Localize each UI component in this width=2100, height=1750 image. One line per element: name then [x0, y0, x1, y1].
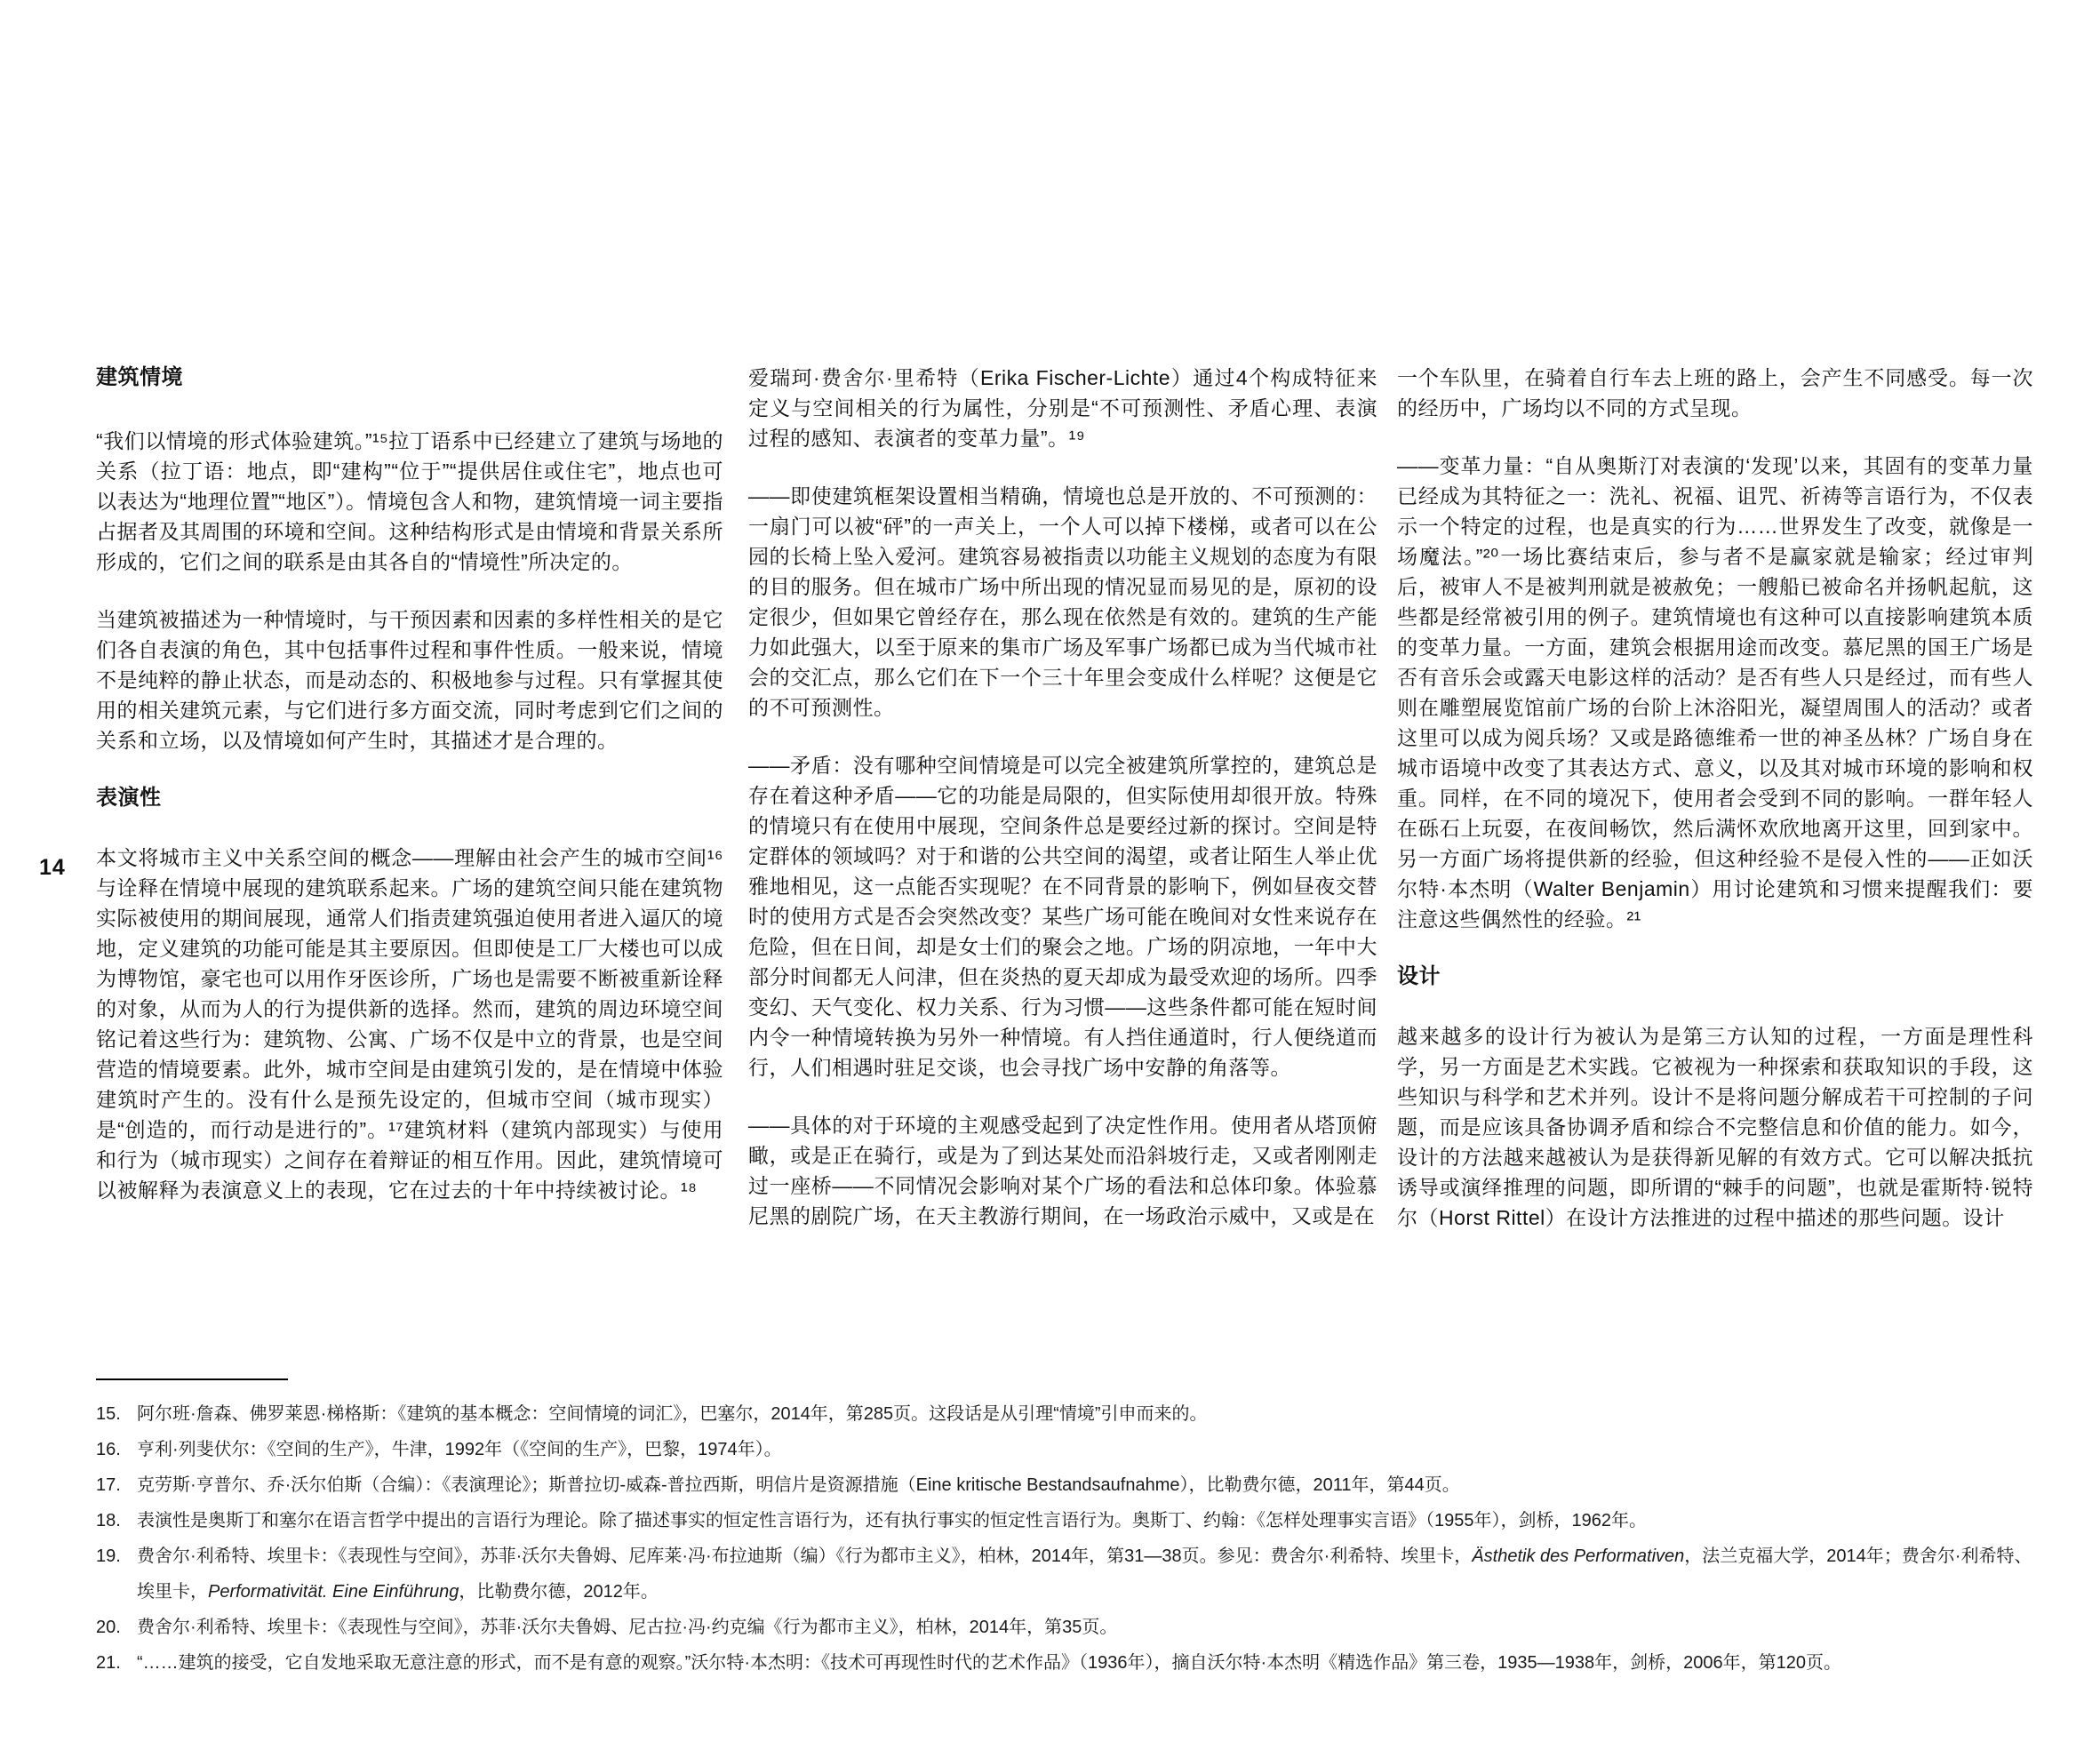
column-right	[1397, 363, 2033, 1260]
footnote-text: 亨利·列斐伏尔：《空间的生产》，牛津，1992年（《空间的生产》，巴黎，1974年）。	[137, 1440, 782, 1459]
heading-architectural-situation: 建筑情境	[96, 365, 183, 389]
column-left	[96, 363, 723, 1233]
footnote-number: 19.	[96, 1546, 121, 1566]
footnote-item-17	[96, 1467, 2037, 1503]
paragraph-situation-definition: “我们以情境的形式体验建筑。”¹⁵拉丁语系中已经建立了建筑与场地的关系（拉丁语：地点，即“建构”“位于”“提供居住或住宅”，地点也可以表达为“地理位置”“地区”）。情境包含人和物，建筑情境一词主要指占据者及其周围的环境和空间。这种结构形式是由情境和背景关系所形成的，它们之间的联系是由其各自的“情境性”所决定的。	[96, 429, 723, 573]
footnote-item-21	[96, 1645, 2037, 1681]
paragraph-urbanism-relational-space: 本文将城市主义中关系空间的概念——理解由社会产生的城市空间¹⁶与诠释在情境中展现的建筑联系起来。广场的建筑空间只能在建筑物实际被使用的期间展现，通常人们指责建筑强迫使用者进入逼仄的境地，定义建筑的功能可能是其主要原因。但即使是工厂大楼也可以成为博物馆，豪宅也可以用作牙医诊所，广场也是需要不断被重新诠释的对象，从而为人的行为提供新的选择。然而，建筑的周边环境空间铭记着这些行为：建筑物、公寓、广场不仅是中立的背景，也是空间营造的情境要素。此外，城市空间是由建筑引发的，是在情境中体验建筑时产生的。没有什么是预先设定的，但城市空间（城市现实）是“创造的，而行动是进行的”。¹⁷建筑材料（建筑内部现实）与使用和行为（城市现实）之间存在着辩证的相互作用。因此，建筑情境可以被解释为表演意义上的表现，它在过去的十年中持续被讨论。¹⁸	[96, 846, 723, 1202]
column-middle	[748, 363, 1377, 1259]
footnote-number: 21.	[96, 1653, 121, 1673]
footnote-item-19	[96, 1538, 2037, 1610]
paragraph-contradiction: ——矛盾：没有哪种空间情境是可以完全被建筑所掌控的，建筑总是存在着这种矛盾——它的功能是局限的，但实际使用却很开放。特殊的情境只有在使用中展现，空间条件总是要经过新的探讨。空间是特定群体的领域吗？对于和谐的公共空间的渴望，或者让陌生人举止优雅地相见，这一点能否实现呢？在不同背景的影响下，例如昼夜交替时的使用方式是否会突然改变？某些广场可能在晚间对女性来说存在危险，但在日间，却是女士们的聚会之地。广场的阴凉地，一年中大部分时间都无人问津，但在炎热的夏天却成为最受欢迎的场所。四季变幻、天气变化、权力关系、行为习惯——这些条件都可能在短时间内令一种情境转换为另外一种情境。有人挡住通道时，行人便绕道而行，人们相遇时驻足交谈，也会寻找广场中安静的角落等。	[748, 754, 1377, 1079]
footnotes-section	[96, 1378, 2037, 1681]
paragraph-transformative-power: ——变革力量：“自从奥斯汀对表演的‘发现’以来，其固有的变革力量已经成为其特征之一：洗礼、祝福、诅咒、祈祷等言语行为，不仅表示一个特定的过程，也是真实的行为……世界发生了改变，就像是一场魔法。”²⁰一场比赛结束后，参与者不是赢家就是输家；经过审判后，被审人不是被判刑就是被赦免；一艘船已被命名并扬帆起航，这些都是经常被引用的例子。建筑情境也有这种可以直接影响建筑本质的变革力量。一方面，建筑会根据用途而改变。慕尼黑的国王广场是否有音乐会或露天电影这样的活动？是否有些人只是经过，而有些人则在雕塑展览馆前广场的台阶上沐浴阳光，凝望周围人的活动？或者这里可以成为阅兵场？又或是路德维希一世的神圣丛林？广场自身在城市语境中改变了其表达方式、意义，以及其对城市环境的影响和权重。同样，在不同的境况下，使用者会受到不同的影响。一群年轻人在砾石上玩耍，在夜间畅饮，然后满怀欢欣地离开这里，回到家中。另一方面广场将提供新的经验，但这种经验不是侵入性的——正如沃尔特·本杰明（Walter Benjamin）用讨论建筑和习惯来提醒我们：要注意这些偶然性的经验。²¹	[1397, 454, 2033, 931]
footnote-item-15	[96, 1396, 2037, 1432]
footnote-number: 16.	[96, 1440, 121, 1459]
paragraph-experience-continuation: 一个车队里，在骑着自行车去上班的路上，会产生不同感受。每一次的经历中，广场均以不同的方式呈现。	[1397, 366, 2033, 420]
footnote-text: 费舍尔·利希特、埃里卡：《表现性与空间》，苏菲·沃尔夫鲁姆、尼库莱·冯·布拉迪斯（编）《行为都市主义》，柏林，2014年，第31—38页。参见：费舍尔·利希特、埃里卡，Ästhetik des Performativen，法兰克福大学，2014年；费舍尔·利希特、埃里卡，Performativität. Eine Einführung，比勒费尔德，2012年。	[137, 1546, 2032, 1602]
paragraph-design-process: 越来越多的设计行为被认为是第三方认知的过程，一方面是理性科学，另一方面是艺术实践。它被视为一种探索和获取知识的手段，这些知识与科学和艺术并列。设计不是将问题分解成若干可控制的子问题，而是应该具备协调矛盾和综合不完整信息和价值的能力。如今，设计的方法越来越被认为是获得新见解的有效方式。它可以解决抵抗诱导或演绎推理的问题，即所谓的“棘手的问题”，也就是霍斯特·锐特尔（Horst Rittel）在设计方法推进的过程中描述的那些问题。设计	[1397, 1025, 2033, 1229]
footnote-number: 20.	[96, 1618, 121, 1637]
footnote-text: 克劳斯·亨普尔、乔·沃尔伯斯（合编）：《表演理论》；斯普拉切-威森-普拉西斯，明信片是资源措施（Eine kritische Bestandsaufnahme），比勒费尔德，2011年，第44页。	[137, 1475, 1460, 1495]
footnote-text: 阿尔班·詹森、佛罗莱恩·梯格斯：《建筑的基本概念：空间情境的词汇》，巴塞尔，2014年，第285页。这段话是从引理“情境”引申而来的。	[137, 1404, 1208, 1424]
paragraph-situation-description: 当建筑被描述为一种情境时，与干预因素和因素的多样性相关的是它们各自表演的角色，其中包括事件过程和事件性质。一般来说，情境不是纯粹的静止状态，而是动态的、积极地参与过程。只有掌握其使用的相关建筑元素，与它们进行多方面交流，同时考虑到它们之间的关系和立场，以及情境如何产生时，其描述才是合理的。	[96, 608, 723, 752]
footnote-divider	[96, 1378, 288, 1380]
heading-design: 设计	[1397, 964, 1441, 988]
paragraph-subjective-perception: ——具体的对于环境的主观感受起到了决定性作用。使用者从塔顶俯瞰，或是正在骑行，或是为了到达某处而沿斜坡行走，又或者刚刚走过一座桥——不同情况会影响对某个广场的看法和总体印象。体验慕尼黑的剧院广场，在天主教游行期间，在一场政治示威中，又或是在	[748, 1114, 1377, 1227]
footnote-number: 17.	[96, 1475, 121, 1495]
footnote-text: 表演性是奥斯丁和塞尔在语言哲学中提出的言语行为理论。除了描述事实的恒定性言语行为，还有执行事实的恒定性言语行为。奥斯丁、约翰：《怎样处理事实言语》（1955年），剑桥，1962年。	[137, 1511, 1647, 1530]
footnote-item-16	[96, 1432, 2037, 1467]
footnote-text: “……建筑的接受，它自发地采取无意注意的形式，而不是有意的观察。”沃尔特·本杰明：《技术可再现性时代的艺术作品》（1936年），摘自沃尔特·本杰明《精选作品》第三卷，1935—1938年，剑桥，2006年，第120页。	[137, 1653, 1841, 1673]
footnote-text: 费舍尔·利希特、埃里卡：《表现性与空间》，苏菲·沃尔夫鲁姆、尼古拉·冯·约克编《行为都市主义》，柏林，2014年，第35页。	[137, 1618, 1118, 1637]
footnote-number: 18.	[96, 1511, 121, 1530]
paragraph-unpredictability: ——即使建筑框架设置相当精确，情境也总是开放的、不可预测的：一扇门可以被“砰”的一声关上，一个人可以掉下楼梯，或者可以在公园的长椅上坠入爱河。建筑容易被指责以功能主义规划的态度为有限的目的服务。但在城市广场中所出现的情况显而易见的是，原初的设定很少，但如果它曾经存在，那么现在依然是有效的。建筑的生产能力如此强大，以至于原来的集市广场及军事广场都已成为当代城市社会的交汇点，那么它们在下一个三十年里会变成什么样呢？这便是它的不可预测性。	[748, 484, 1377, 719]
footnote-item-20	[96, 1610, 2037, 1645]
paragraph-fischer-lichte: 爱瑞珂·费舍尔·里希特（Erika Fischer-Lichte）通过4个构成特征来定义与空间相关的行为属性，分别是“不可预测性、矛盾心理、表演过程的感知、表演者的变革力量”。¹⁹	[748, 366, 1377, 450]
heading-performativity: 表演性	[96, 786, 162, 810]
page-number: 14	[39, 855, 66, 880]
footnote-item-18	[96, 1503, 2037, 1538]
footnote-number: 15.	[96, 1404, 121, 1424]
